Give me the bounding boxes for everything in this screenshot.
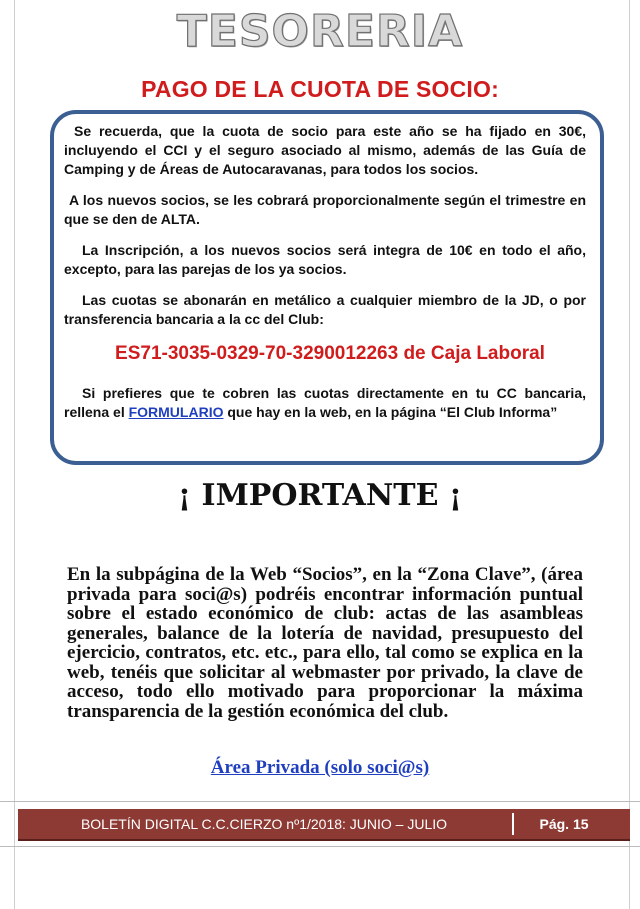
important-heading: ¡ IMPORTANTE ¡	[177, 478, 463, 513]
paragraph-payment: Las cuotas se abonarán en metálico a cualquier miembro de la JD, o por transferencia bancaria a la cc del Club:	[64, 292, 586, 327]
paragraph-new-members: A los nuevos socios, se les cobrará proporcionalmente según el trimestre en que se den de ALTA.	[64, 192, 586, 227]
paragraph-fee: Se recuerda, que la cuota de socio para este año se ha fijado en 30€, incluyendo el CCI y el seguro asociado al mismo, además de las Guía de Camping y de Áreas de Autocaravanas, para todos los socios.	[64, 123, 586, 177]
private-area-link[interactable]: Área Privada (solo soci@s)	[210, 757, 430, 778]
section-subtitle: PAGO DE LA CUOTA DE SOCIO:	[141, 76, 499, 102]
footer-bottom-rule	[0, 846, 640, 847]
paragraph-form	[64, 384, 586, 422]
paragraph-form-text-1: Si prefieres que te cobren las cuotas directamente en tu CC bancaria, rellena el	[64, 385, 586, 420]
paragraph-inscription: La Inscripción, a los nuevos socios será integra de 10€ en todo el año, excepto, para las parejas de los ya socios.	[64, 242, 586, 277]
footer-bar	[18, 809, 630, 841]
bank-account: ES71-3035-0329-70-3290012263 de Caja Laboral	[115, 343, 545, 364]
paragraph-form-text-2: que hay en la web, en la página “El Club Informa”	[227, 404, 558, 420]
page-title: TESORERIA	[176, 6, 464, 57]
footer-top-rule	[0, 801, 640, 802]
footer-page-number: Pág. 15	[539, 816, 589, 832]
important-paragraph: En la subpágina de la Web “Socios”, en la “Zona Clave”, (área privada para soci@s) podréis encontrar información puntual sobre el estado económico de club: actas de las asambleas generales, balance de la lotería de navidad, presupuesto del ejercicio, contratos, etc. etc., para ello, tal como se explica en la web, tenéis que solicitar al webmaster por privado, la clave de acceso, todo ello motivado para proporcionar la máxima transparencia de la gestión económica del club.	[67, 564, 583, 722]
footer-bulletin: BOLETÍN DIGITAL C.C.CIERZO nº1/2018: JUNIO – JULIO	[80, 816, 448, 832]
form-link[interactable]: FORMULARIO	[128, 404, 224, 420]
